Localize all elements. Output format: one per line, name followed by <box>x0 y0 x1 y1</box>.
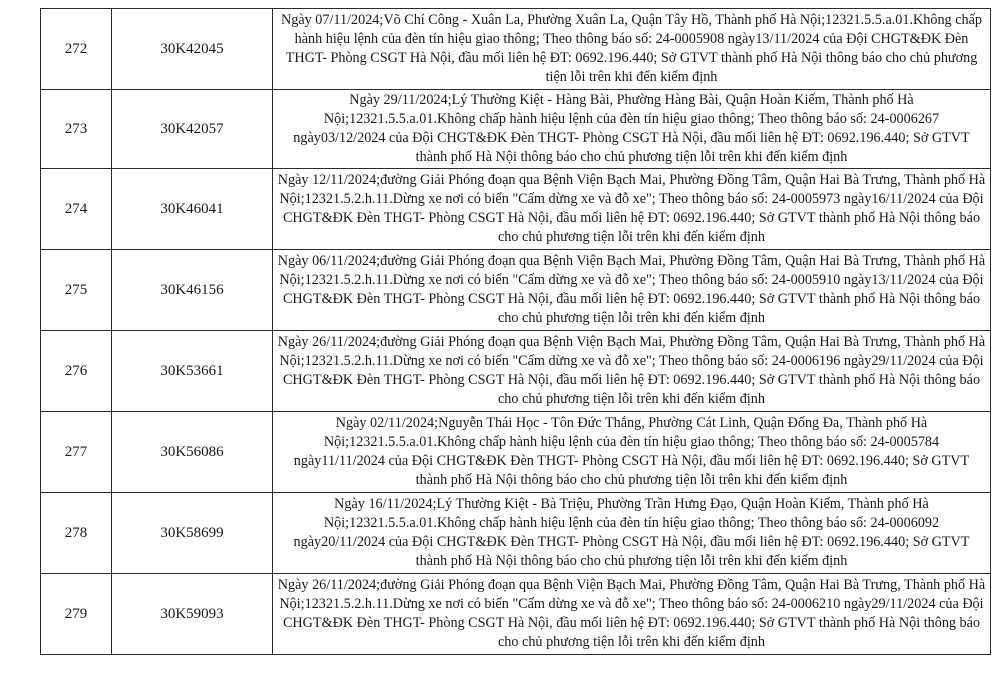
violation-details: Ngày 29/11/2024;Lý Thường Kiệt - Hàng Bài, Phường Hàng Bài, Quận Hoàn Kiếm, Thành phố Hà Nội;12321.5.5.a.01.Không chấp hành hiệu lệnh của đèn tín hiệu giao thông; Theo thông báo số: 24-0006267 ngày03/12/2024 của Đội CHGT&ĐK Đèn THGT- Phòng CSGT Hà Nội, đầu mối liên hệ ĐT: 0692.196.440; Sở GTVT thành phố Hà Nội thông báo cho chủ phương tiện lỗi trên khi đến kiểm định <box>273 90 991 169</box>
violation-details: Ngày 02/11/2024;Nguyễn Thái Học - Tôn Đức Thắng, Phường Cát Linh, Quận Đống Đa, Thành phố Hà Nội;12321.5.5.a.01.Không chấp hành hiệu lệnh của đèn tín hiệu giao thông; Theo thông báo số: 24-0005784 ngày11/11/2024 của Đội CHGT&ĐK Đèn THGT- Phòng CSGT Hà Nội, đầu mối liên hệ ĐT: 0692.196.440; Sở GTVT thành phố Hà Nội thông báo cho chủ phương tiện lỗi trên khi đến kiểm định <box>273 412 991 493</box>
violation-details: Ngày 16/11/2024;Lý Thường Kiệt - Bà Triệu, Phường Trần Hưng Đạo, Quận Hoàn Kiếm, Thành phố Hà Nội;12321.5.5.a.01.Không chấp hành hiệu lệnh của đèn tín hiệu giao thông; Theo thông báo số: 24-0006092 ngày20/11/2024 của Đội CHGT&ĐK Đèn THGT- Phòng CSGT Hà Nội, đầu mối liên hệ ĐT: 0692.196.440; Sở GTVT thành phố Hà Nội thông báo cho chủ phương tiện lỗi trên khi đến kiểm định <box>273 493 991 574</box>
row-number: 279 <box>41 574 112 655</box>
violation-details: Ngày 06/11/2024;đường Giải Phóng đoạn qua Bệnh Viện Bạch Mai, Phường Đồng Tâm, Quận Hai Bà Trưng, Thành phố Hà Nội;12321.5.2.h.11.Dừng xe nơi có biển "Cấm dừng xe và đỗ xe"; Theo thông báo số: 24-0005910 ngày13/11/2024 của Đội CHGT&ĐK Đèn THGT- Phòng CSGT Hà Nội, đầu mối liên hệ ĐT: 0692.196.440; Sở GTVT thành phố Hà Nội thông báo cho chủ phương tiện lỗi trên khi đến kiểm định <box>273 250 991 331</box>
violation-details: Ngày 12/11/2024;đường Giải Phóng đoạn qua Bệnh Viện Bạch Mai, Phường Đồng Tâm, Quận Hai Bà Trưng, Thành phố Hà Nội;12321.5.2.h.11.Dừng xe nơi có biển "Cấm dừng xe và đỗ xe"; Theo thông báo số: 24-0005973 ngày16/11/2024 của Đội CHGT&ĐK Đèn THGT- Phòng CSGT Hà Nội, đầu mối liên hệ ĐT: 0692.196.440; Sở GTVT thành phố Hà Nội thông báo cho chủ phương tiện lỗi trên khi đến kiểm định <box>273 169 991 250</box>
violation-details: Ngày 26/11/2024;đường Giải Phóng đoạn qua Bệnh Viện Bạch Mai, Phường Đồng Tâm, Quận Hai Bà Trưng, Thành phố Hà Nội;12321.5.2.h.11.Dừng xe nơi có biển "Cấm dừng xe và đỗ xe"; Theo thông báo số: 24-0006196 ngày29/11/2024 của Đội CHGT&ĐK Đèn THGT- Phòng CSGT Hà Nội, đầu mối liên hệ ĐT: 0692.196.440; Sở GTVT thành phố Hà Nội thông báo cho chủ phương tiện lỗi trên khi đến kiểm định <box>273 331 991 412</box>
table-row <box>41 574 991 655</box>
violation-details: Ngày 07/11/2024;Võ Chí Công - Xuân La, Phường Xuân La, Quận Tây Hồ, Thành phố Hà Nội;12321.5.5.a.01.Không chấp hành hiệu lệnh của đèn tín hiệu giao thông; Theo thông báo số: 24-0005908 ngày13/11/2024 của Đội CHGT&ĐK Đèn THGT- Phòng CSGT Hà Nội, đầu mối liên hệ ĐT: 0692.196.440; Sở GTVT thành phố Hà Nội thông báo cho chủ phương tiện lỗi trên khi đến kiểm định <box>273 9 991 90</box>
license-plate: 30K42045 <box>112 9 273 90</box>
row-number: 274 <box>41 169 112 250</box>
table-row <box>41 412 991 493</box>
table-row <box>41 493 991 574</box>
table-row <box>41 90 991 169</box>
license-plate: 30K46156 <box>112 250 273 331</box>
row-number: 278 <box>41 493 112 574</box>
table-row <box>41 331 991 412</box>
license-plate: 30K56086 <box>112 412 273 493</box>
license-plate: 30K53661 <box>112 331 273 412</box>
table-row <box>41 169 991 250</box>
row-number: 277 <box>41 412 112 493</box>
row-number: 272 <box>41 9 112 90</box>
license-plate: 30K46041 <box>112 169 273 250</box>
license-plate: 30K59093 <box>112 574 273 655</box>
table-row <box>41 9 991 90</box>
license-plate: 30K42057 <box>112 90 273 169</box>
row-number: 273 <box>41 90 112 169</box>
violation-details: Ngày 26/11/2024;đường Giải Phóng đoạn qua Bệnh Viện Bạch Mai, Phường Đồng Tâm, Quận Hai Bà Trưng, Thành phố Hà Nội;12321.5.2.h.11.Dừng xe nơi có biển "Cấm dừng xe và đỗ xe"; Theo thông báo số: 24-0006210 ngày29/11/2024 của Đội CHGT&ĐK Đèn THGT- Phòng CSGT Hà Nội, đầu mối liên hệ ĐT: 0692.196.440; Sở GTVT thành phố Hà Nội thông báo cho chủ phương tiện lỗi trên khi đến kiểm định <box>273 574 991 655</box>
license-plate: 30K58699 <box>112 493 273 574</box>
violations-table <box>40 8 991 655</box>
row-number: 276 <box>41 331 112 412</box>
row-number: 275 <box>41 250 112 331</box>
table-row <box>41 250 991 331</box>
